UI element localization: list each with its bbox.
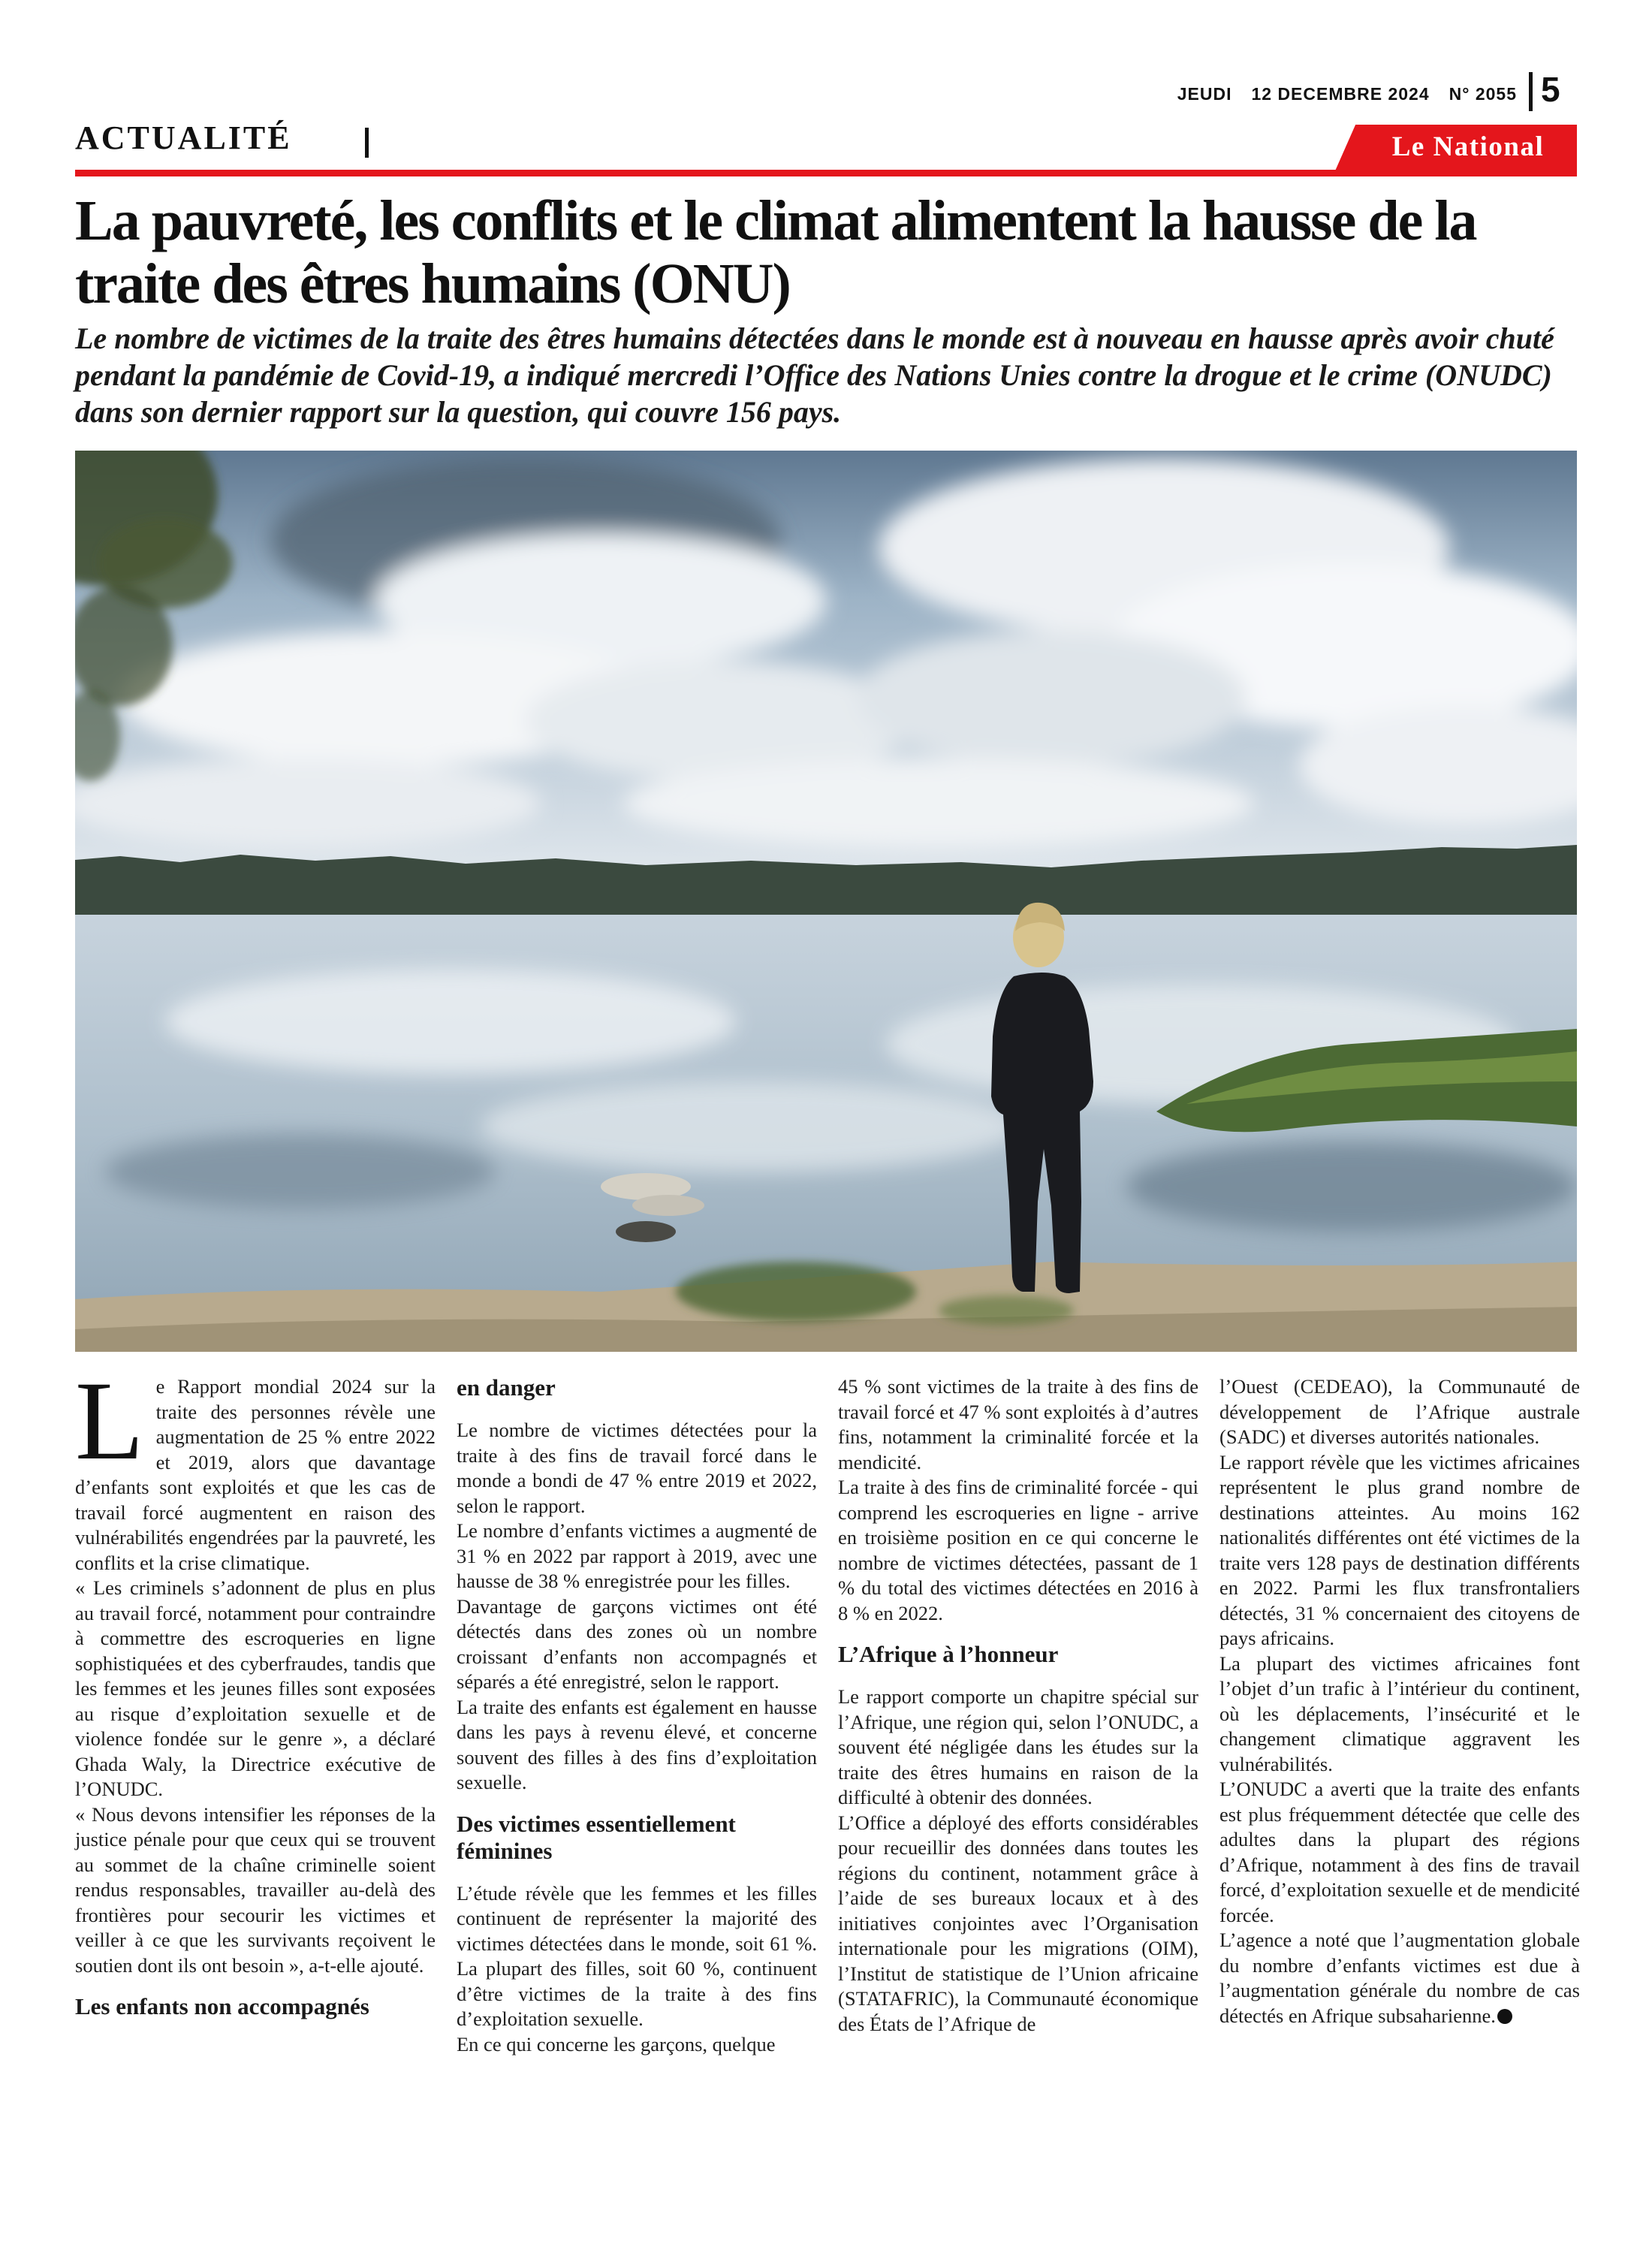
paragraph-text: e Rapport mondial 2024 sur la traite des personnes révèle une augmentation de 25 % entre 2022 et 2019, alors que davantage d’enfants sont exploités et que les cas de travail forcé augmentent en raison des vulnérabilités engendrées par la pauvreté, les conflits et la crise climatique. bbox=[75, 1375, 436, 1574]
article-photo bbox=[75, 451, 1577, 1352]
issue-number: N° 2055 bbox=[1449, 84, 1517, 104]
article-column-1 bbox=[75, 1359, 436, 2037]
paragraph: La plupart des victimes africaines font l’objet d’un trafic à l’intérieur du continent, où les déplacements, l’insécurité et le changement climatique aggravent les vulnérabilités. bbox=[1219, 1651, 1580, 1775]
subheading-continued: en danger bbox=[457, 1374, 556, 1401]
paragraph bbox=[75, 1359, 436, 1576]
paragraph: Le rapport comporte un chapitre spécial sur l’Afrique, une région qui, selon l’ONUDC, a souvent été négligée dans les études sur la traite des êtres humains en raison de la difficulté à obtenir des données. bbox=[838, 1685, 1198, 1808]
paragraph: l’Ouest (CEDEAO), la Communauté de développement de l’Afrique australe (SADC) et diverses autorités nationales. bbox=[1219, 1375, 1580, 1448]
paragraph: L’étude révèle que les femmes et les filles continuent de représenter la majorité des victimes détectées dans le monde, soit 61 %. La plupart des filles, soit 60 %, continuent d’être victimes de la traite à des fins d’exploitation sexuelle. bbox=[457, 1881, 817, 2030]
article-headline: La pauvreté, les conflits et le climat alimentent la hausse de la traite des êtres humains (ONU) bbox=[75, 189, 1476, 315]
article-column-4 bbox=[1219, 1374, 1580, 2028]
paragraph: Le rapport révèle que les victimes africaines représentent le plus grand nombre de destinations atteintes. Au moins 162 nationalités différentes ont été victimes de la traite vers 128 pays de destination différents en 2022. Parmi les flux transfrontaliers détectés, 31 % concernaient des citoyens de pays africains. bbox=[1219, 1450, 1580, 1649]
paragraph: « Les criminels s’adonnent de plus en plus au travail forcé, notamment pour contraindre à commettre des escroqueries en ligne sophistiquées et des cyberfraudes, tandis que les femmes et les jeunes filles sont exposées au risque d’exploitation sexuelle et de violence fondée sur le genre », a déclaré Ghada Waly, la Directrice exécutive de l’ONUDC. bbox=[75, 1576, 436, 1800]
paragraph: En ce qui concerne les garçons, quelque bbox=[457, 2032, 776, 2055]
paragraph: Le nombre de victimes détectées pour la traite à des fins de travail forcé dans le monde a bondi de 47 % entre 2019 et 2022, selon le rapport. bbox=[457, 1419, 817, 1517]
article-lede: Le nombre de victimes de la traite des êtres humains détectées dans le monde est à nouveau en hausse après avoir chuté pendant la pandémie de Covid-19, a indiqué mercredi l’Office des Nations Unies contre la drogue et le crime (ONUDC) dans son dernier rapport sur la question, qui couvre 156 pays. bbox=[75, 321, 1554, 429]
paragraph bbox=[1219, 1928, 1580, 2028]
page-number-divider bbox=[1529, 72, 1533, 111]
paragraph: 45 % sont victimes de la traite à des fins de travail forcé et 47 % sont exploités à d’autres fins, notamment la criminalité forcée et la mendicité. bbox=[838, 1375, 1198, 1473]
section-divider bbox=[365, 128, 369, 158]
end-mark-icon bbox=[1497, 2009, 1512, 2024]
article-column-2 bbox=[457, 1374, 817, 2057]
page-number: 5 bbox=[1541, 70, 1560, 109]
paragraph: L’ONUDC a averti que la traite des enfants est plus fréquemment détectée que celle des adultes dans la plupart des régions d’Afrique, notamment à des fins de travail forcé, d’exploitation sexuelle et de mendicité forcée. bbox=[1219, 1778, 1580, 1926]
paragraph: « Nous devons intensifier les réponses de la justice pénale pour que ceux qui se trouvent au sommet de la chaîne criminelle soient rendus responsables, travailler au-delà des frontières pour secourir les victimes et veiller à ce que les survivants reçoivent le soutien dont ils ont besoin », a-t-elle ajouté. bbox=[75, 1802, 436, 1977]
paragraph: Davantage de garçons victimes ont été détectés dans des zones où un nombre croissant d’enfants non accompagnés et séparés a été enregistré, selon le rapport. bbox=[457, 1594, 817, 1693]
issue-info bbox=[1156, 84, 1517, 104]
paragraph: L’Office a déployé des efforts considérables pour recueillir des données dans toutes les régions du continent, notamment grâce à l’aide de ses bureaux locaux et à des initiatives conjointes avec l’Organisation internationale pour les migrations (OIM), l’Institut de statistique de l’Union africaine (STATAFRIC), la Communauté économique des États de l’Afrique de bbox=[838, 1811, 1198, 2035]
subheading: Des victimes essentiellement féminines bbox=[457, 1810, 736, 1864]
section-label: ACTUALITÉ bbox=[75, 119, 292, 156]
brand-name: Le National bbox=[1391, 131, 1545, 162]
issue-day: JEUDI bbox=[1177, 84, 1232, 104]
subheading: L’Afrique à l’honneur bbox=[838, 1641, 1059, 1667]
paragraph: Le nombre d’enfants victimes a augmenté de 31 % en 2022 par rapport à 2019, avec une hausse de 38 % enregistrée pour les filles. bbox=[457, 1519, 817, 1592]
drop-cap: L bbox=[75, 1359, 144, 1483]
paragraph: La traite à des fins de criminalité forcée - qui comprend les escroqueries en ligne - arrive en troisième position en ce qui concerne le nombre de victimes détectées, passant de 1 % du total des victimes détectées en 2016 à 8 % en 2022. bbox=[838, 1476, 1198, 1624]
issue-date: 12 DECEMBRE 2024 bbox=[1251, 84, 1430, 104]
paragraph: La traite des enfants est également en hausse dans les pays à revenu élevé, et concerne souvent des filles à des fins d’exploitation sexuelle. bbox=[457, 1695, 817, 1793]
article-column-3 bbox=[838, 1374, 1198, 2037]
subheading: Les enfants non accompagnés bbox=[75, 1993, 369, 2019]
paragraph-text: L’agence a noté que l’augmentation globale du nombre d’enfants victimes est due à l’augmentation générale du nombre de cas détectés en Afrique subsaharienne. bbox=[1219, 1929, 1580, 2027]
